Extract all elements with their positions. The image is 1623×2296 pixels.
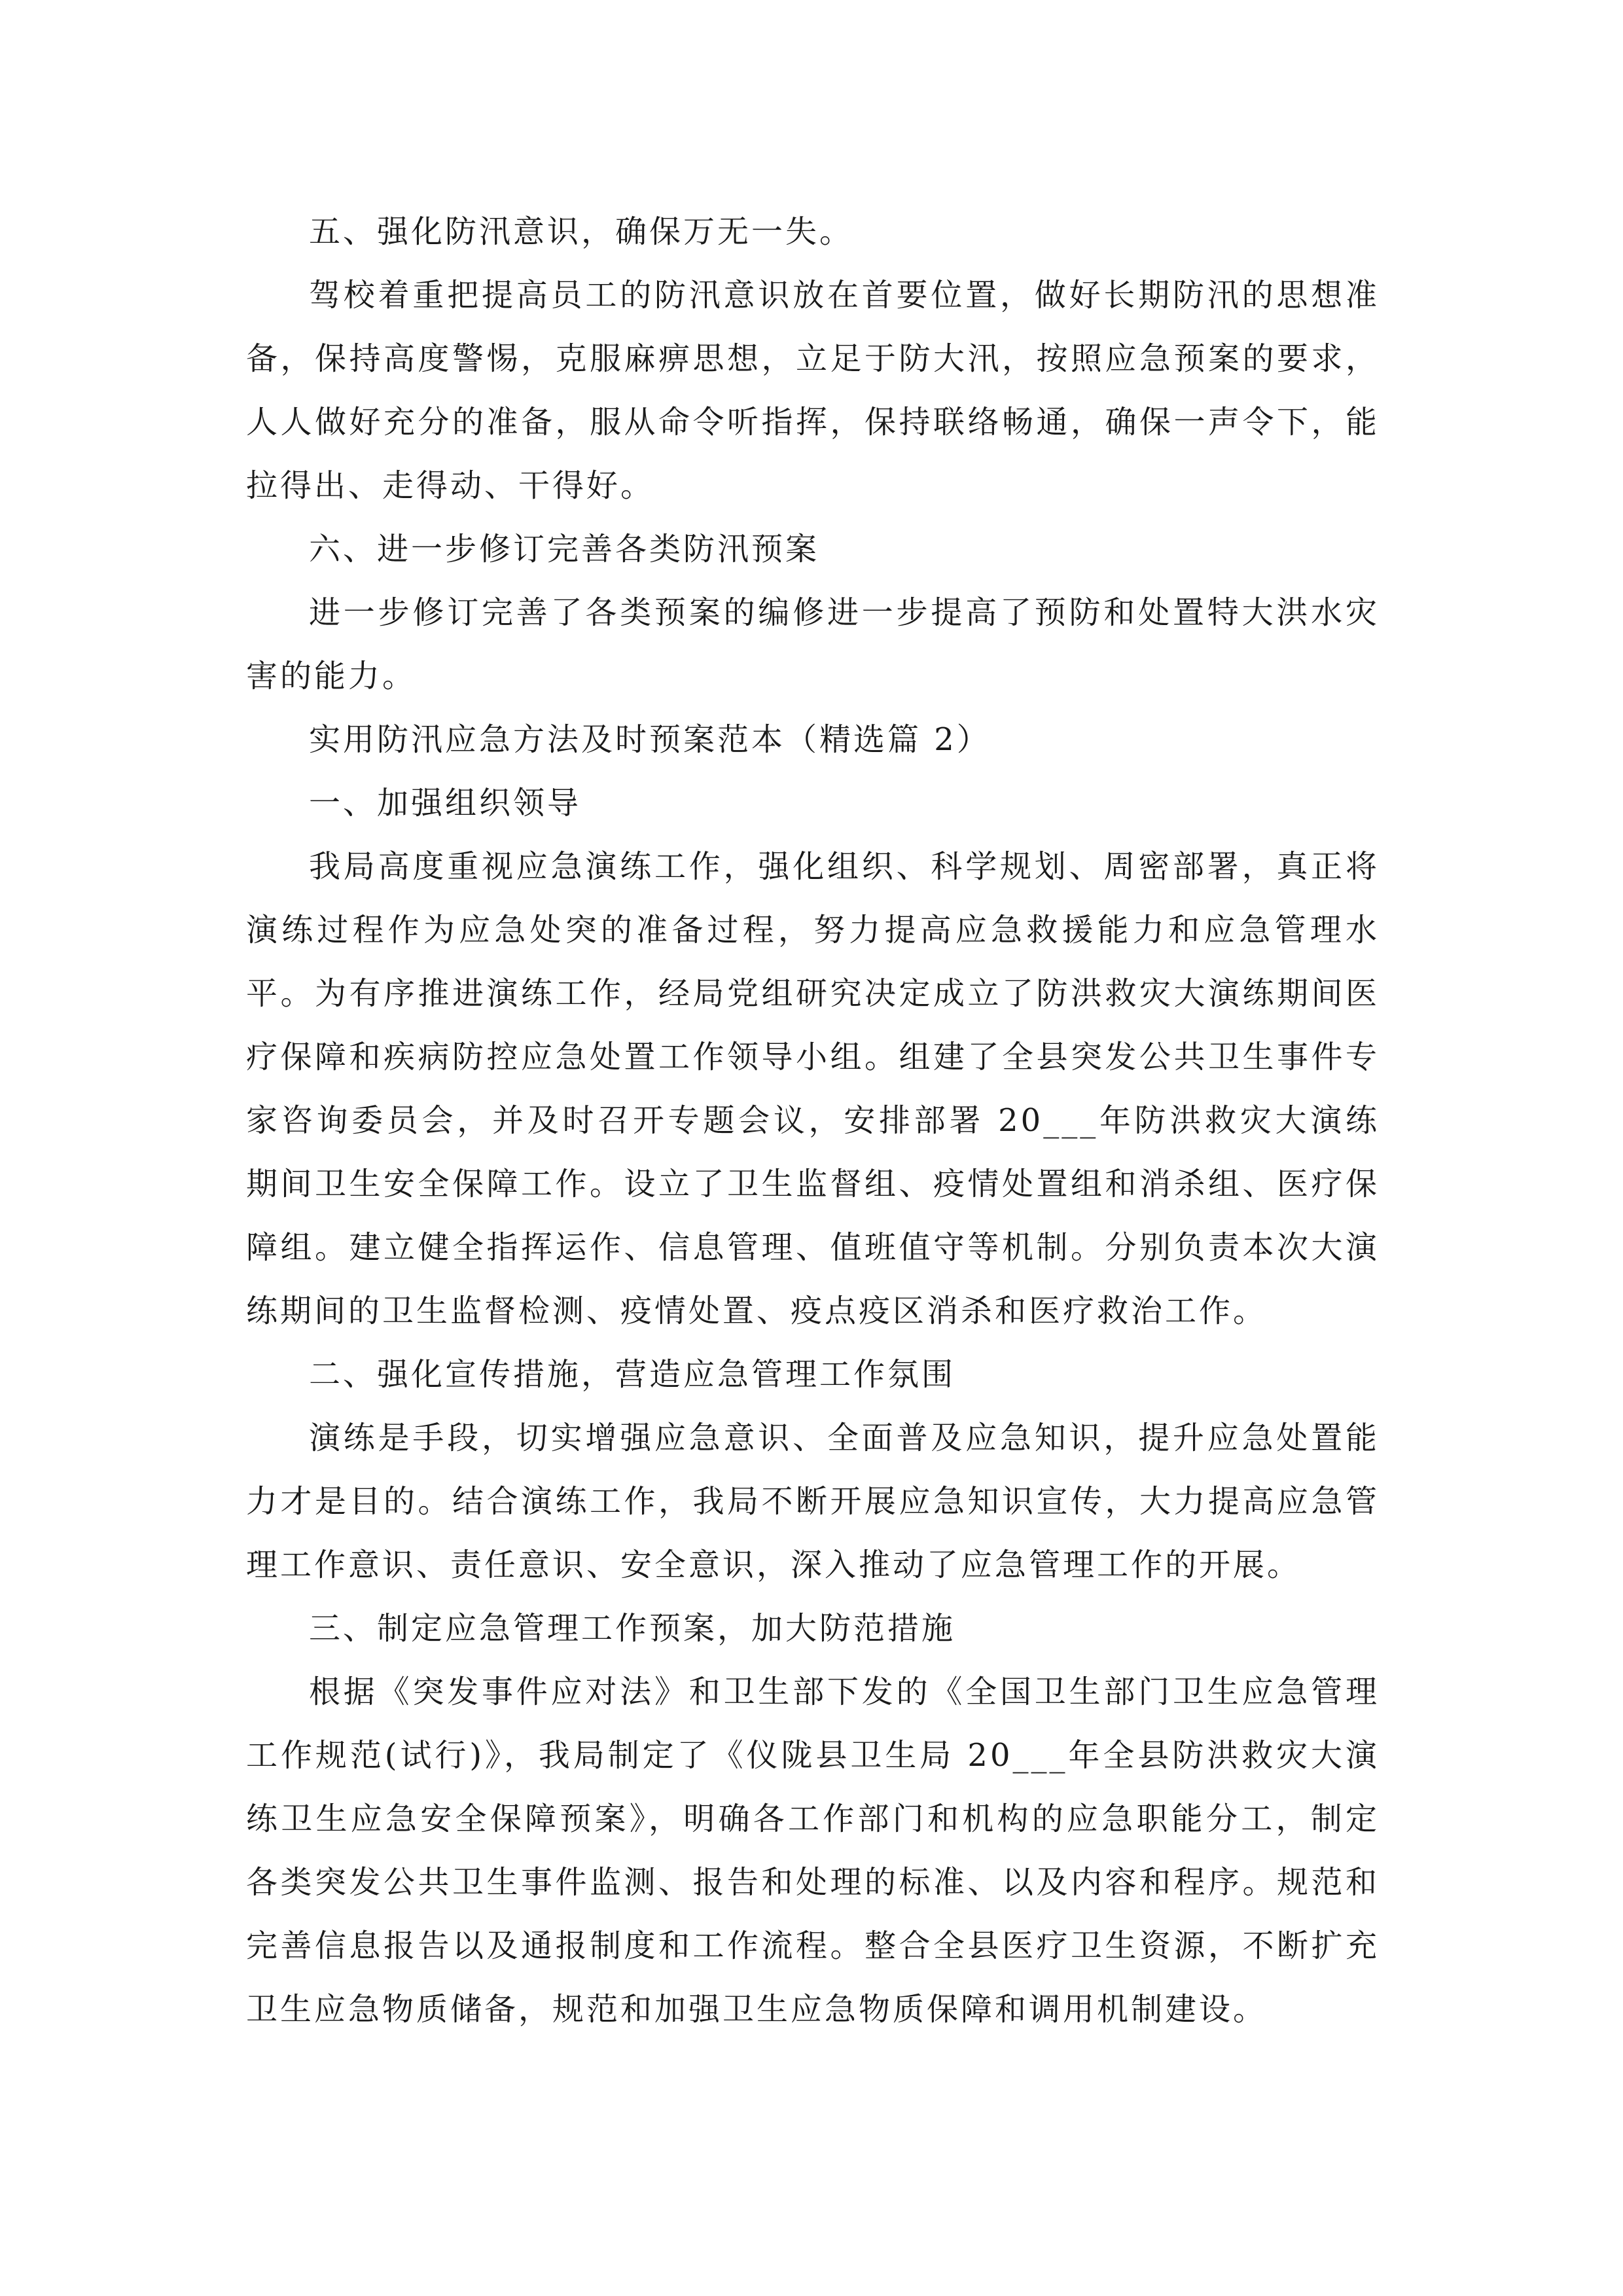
body-paragraph: 我局高度重视应急演练工作，强化组织、科学规划、周密部署，真正将演练过程作为应急处突的准备过程，努力提高应急救援能力和应急管理水平。为有序推进演练工作，经局党组研究决定成立了防洪救灾大演练期间医疗保障和疾病防控应急处置工作领导小组。组建了全县突发公共卫生事件专家咨询委员会，并及时召开专题会议，安排部署 20___年防洪救灾大演练期间卫生安全保障工作。设立了卫生监督组、疫情处置组和消杀组、医疗保障组。建立健全指挥运作、信息管理、值班值守等机制。分别负责本次大演练期间的卫生监督检测、疫情处置、疫点疫区消杀和医疗救治工作。 <box>246 848 1380 1329</box>
document-body <box>246 200 1380 2041</box>
article-title: 实用防汛应急方法及时预案范本（精选篇 2） <box>309 721 991 758</box>
section-heading-3: 三、制定应急管理工作预案，加大防范措施 <box>309 1610 956 1647</box>
body-paragraph: 演练是手段，切实增强应急意识、全面普及应急知识，提升应急处置能力才是目的。结合演练工作，我局不断开展应急知识宣传，大力提高应急管理工作意识、责任意识、安全意识，深入推动了应急管理工作的开展。 <box>246 1420 1380 1583</box>
section-heading-6: 六、进一步修订完善各类防汛预案 <box>309 531 820 567</box>
body-paragraph: 根据《突发事件应对法》和卫生部下发的《全国卫生部门卫生应急管理工作规范(试行)》，我局制定了《仪陇县卫生局 20___年全县防洪救灾大演练卫生应急安全保障预案》，明确各工作部门和机构的应急职能分工，制定各类突发公共卫生事件监测、报告和处理的标准、以及内容和程序。规范和完善信息报告以及通报制度和工作流程。整合全县医疗卫生资源，不断扩充卫生应急物质储备，规范和加强卫生应急物质保障和调用机制建设。 <box>246 1674 1380 2028</box>
section-heading-2: 二、强化宣传措施，营造应急管理工作氛围 <box>309 1356 956 1393</box>
section-heading-1: 一、加强组织领导 <box>309 785 582 821</box>
section-heading-5: 五、强化防汛意识，确保万无一失。 <box>309 213 854 250</box>
body-paragraph: 驾校着重把提高员工的防汛意识放在首要位置，做好长期防汛的思想准备，保持高度警惕，克服麻痹思想，立足于防大汛，按照应急预案的要求，人人做好充分的准备，服从命令听指挥，保持联络畅通，确保一声令下，能拉得出、走得动、干得好。 <box>246 277 1380 504</box>
body-paragraph: 进一步修订完善了各类预案的编修进一步提高了预防和处置特大洪水灾害的能力。 <box>246 594 1380 694</box>
